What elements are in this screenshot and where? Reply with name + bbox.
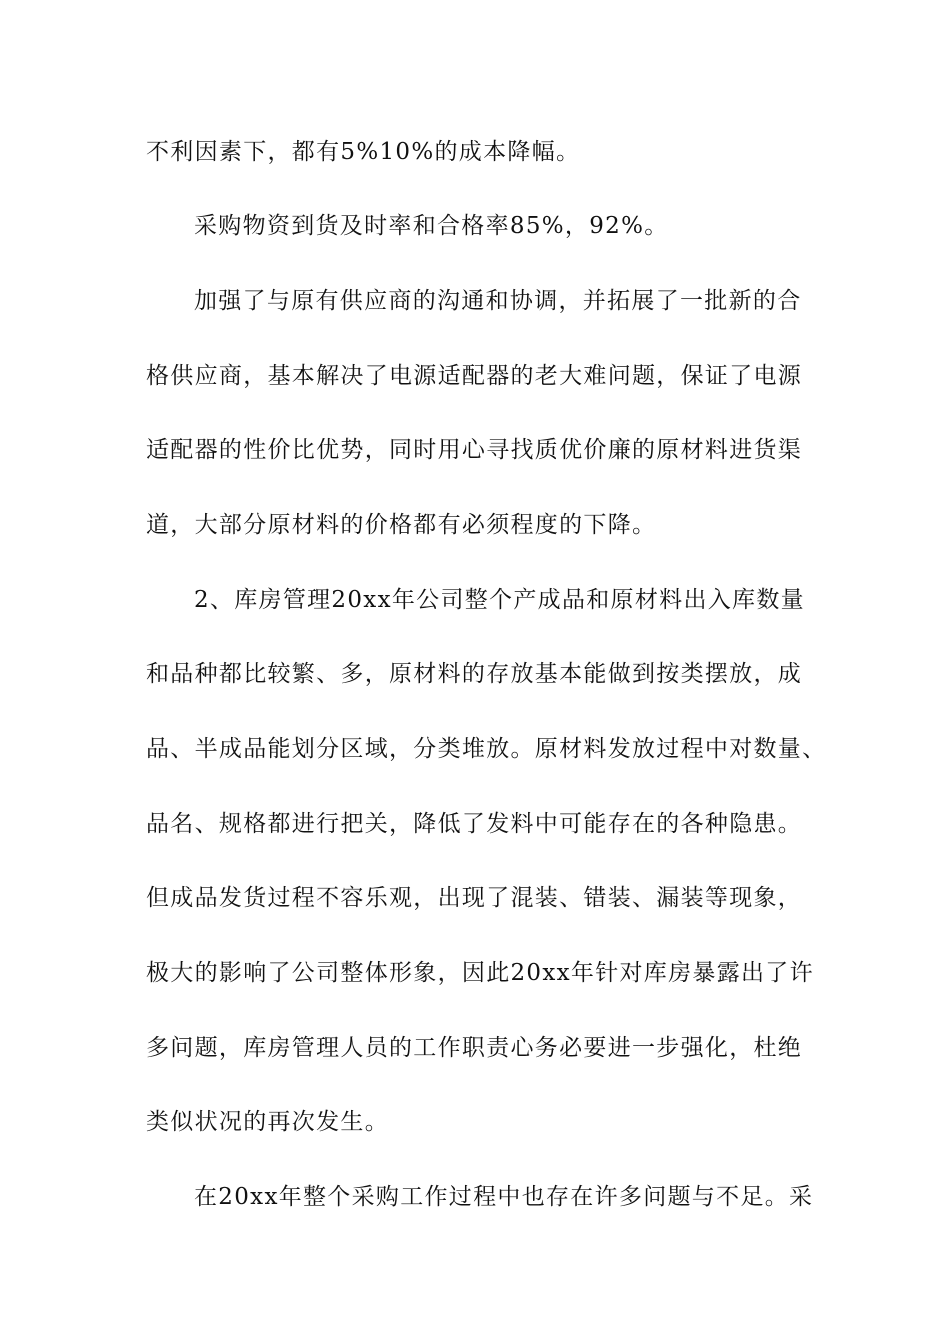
text-line: 品、半成品能划分区域，分类堆放。原材料发放过程中对数量、: [146, 736, 827, 762]
text-line: 格供应商，基本解决了电源适配器的老大难问题，保证了电源: [146, 363, 803, 389]
text-line: 极大的影响了公司整体形象，因此20xx年针对库房暴露出了许: [146, 960, 814, 986]
text-line: 品名、规格都进行把关，降低了发料中可能存在的各种隐患。: [146, 811, 803, 837]
paragraph-start-line: 采购物资到货及时率和合格率85%，92%。: [194, 213, 669, 239]
text-line: 适配器的性价比优势，同时用心寻找质优价廉的原材料进货渠: [146, 437, 803, 463]
paragraph-start-line: 2、库房管理20xx年公司整个产成品和原材料出入库数量: [194, 587, 805, 613]
text-line: 多问题，库房管理人员的工作职责心务必要进一步强化，杜绝: [146, 1035, 803, 1061]
text-line: 道，大部分原材料的价格都有必须程度的下降。: [146, 512, 657, 538]
paragraph-start-line: 加强了与原有供应商的沟通和协调，并拓展了一批新的合: [194, 288, 802, 314]
text-line: 类似状况的再次发生。: [146, 1109, 389, 1135]
text-line: 和品种都比较繁、多，原材料的存放基本能做到按类摆放，成: [146, 661, 803, 687]
text-line: 但成品发货过程不容乐观，出现了混装、错装、漏装等现象，: [146, 885, 803, 911]
text-line: 不利因素下，都有5%10%的成本降幅。: [146, 139, 581, 165]
paragraph-start-line: 在20xx年整个采购工作过程中也存在许多问题与不足。采: [194, 1184, 814, 1210]
